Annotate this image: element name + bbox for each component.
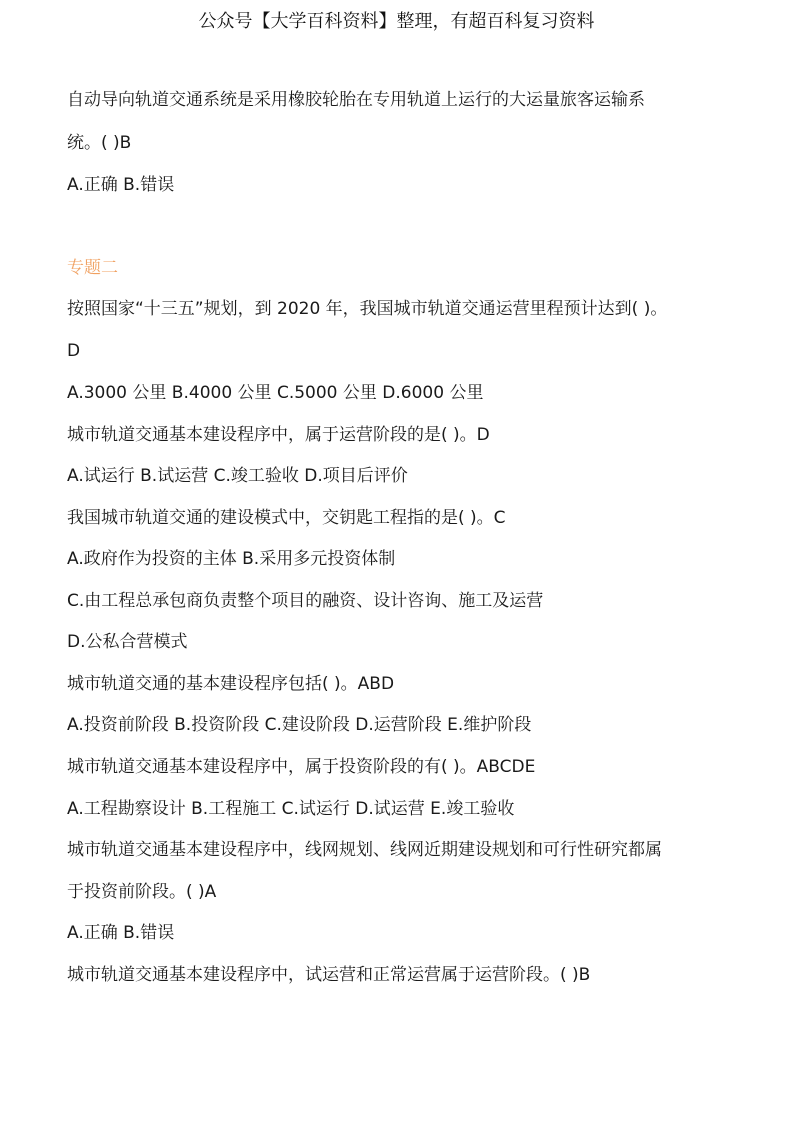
question-line: 按照国家“十三五”规划，到 2020 年，我国城市轨道交通运营里程预计达到( )。: [67, 299, 668, 319]
options-line: A.3000 公里 B.4000 公里 C.5000 公里 D.6000 公里: [67, 383, 484, 403]
options-line: C.由工程总承包商负责整个项目的融资、设计咨询、施工及运营: [67, 591, 544, 611]
question-line: 城市轨道交通基本建设程序中，属于运营阶段的是( )。D: [67, 425, 490, 445]
question-line: 城市轨道交通基本建设程序中，线网规划、线网近期建设规划和可行性研究都属: [67, 840, 662, 860]
question-line: 于投资前阶段。( )A: [67, 882, 217, 902]
options-line: A.试运行 B.试运营 C.竣工验收 D.项目后评价: [67, 466, 408, 486]
question-line: 我国城市轨道交通的建设模式中，交钥匙工程指的是( )。C: [67, 508, 506, 528]
question-line: 统。( )B: [67, 133, 132, 153]
question-line: 城市轨道交通基本建设程序中，属于投资阶段的有( )。ABCDE: [67, 757, 536, 777]
options-line: A.政府作为投资的主体 B.采用多元投资体制: [67, 549, 396, 569]
options-line: D.公私合营模式: [67, 632, 188, 652]
question-line: 自动导向轨道交通系统是采用橡胶轮胎在专用轨道上运行的大运量旅客运输系: [67, 90, 645, 110]
options-line: A.工程勘察设计 B.工程施工 C.试运行 D.试运营 E.竣工验收: [67, 799, 515, 819]
options-line: A.投资前阶段 B.投资阶段 C.建设阶段 D.运营阶段 E.维护阶段: [67, 715, 532, 735]
question-line: 城市轨道交通基本建设程序中，试运营和正常运营属于运营阶段。( )B: [67, 965, 591, 985]
page-header: 公众号【大学百科资料】整理，有超百科复习资料: [198, 11, 595, 32]
answer-line: D: [67, 341, 81, 361]
options-line: A.正确 B.错误: [67, 923, 175, 943]
options-line: A.正确 B.错误: [67, 175, 175, 195]
question-line: 城市轨道交通的基本建设程序包括( )。ABD: [67, 674, 395, 694]
section-title: 专题二: [67, 258, 118, 278]
